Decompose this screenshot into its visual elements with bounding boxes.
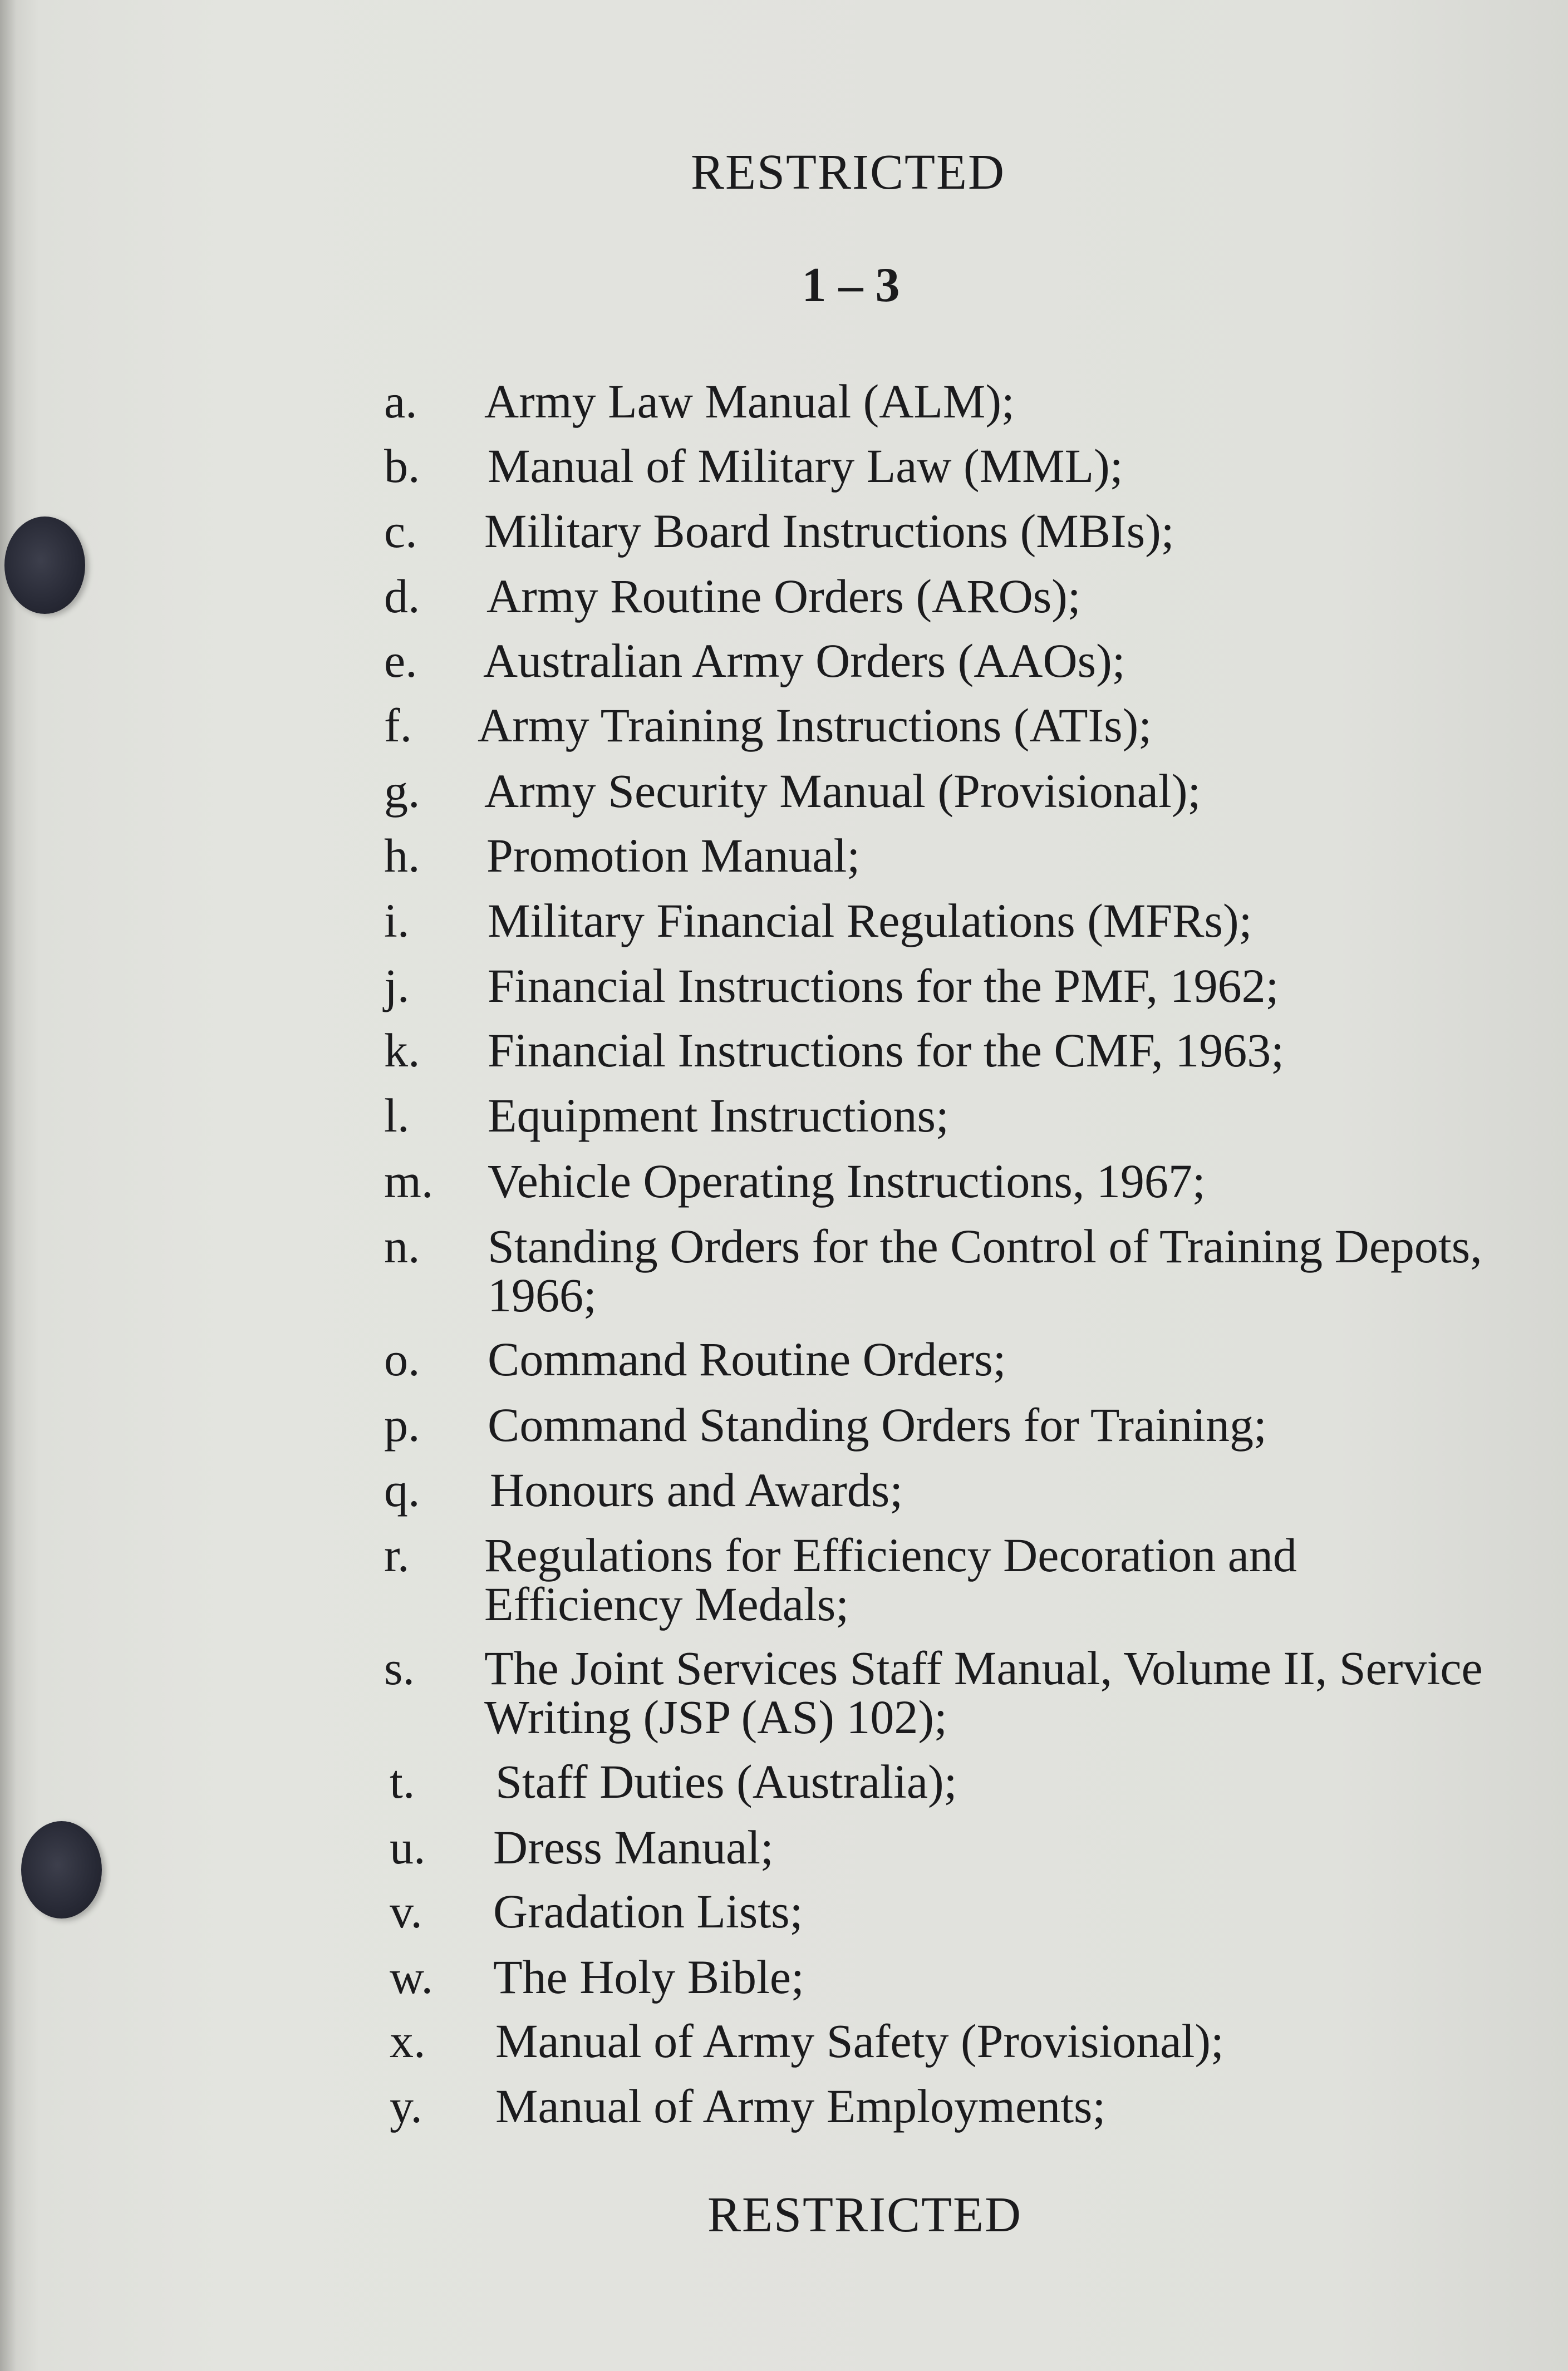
item-text: Army Law Manual (ALM);: [484, 375, 1015, 428]
item-letter: g.: [384, 764, 420, 818]
item-letter: s.: [384, 1641, 415, 1695]
item-letter: x.: [390, 2014, 426, 2068]
item-text: Promotion Manual;: [486, 829, 861, 882]
item-text: Army Routine Orders (AROs);: [486, 569, 1081, 623]
item-letter: v.: [390, 1885, 422, 1938]
item-text: Staff Duties (Australia);: [495, 1755, 957, 1808]
item-text: Regulations for Efficiency Decoration and Efficiency Medals;: [484, 1528, 1297, 1631]
item-letter: i.: [384, 894, 410, 947]
item-letter: e.: [384, 634, 417, 687]
item-letter: u.: [390, 1821, 426, 1874]
punch-hole: [4, 516, 85, 614]
item-letter: t.: [390, 1755, 415, 1808]
classification-footer: RESTRICTED: [707, 2187, 1022, 2242]
item-text: Army Training Instructions (ATIs);: [478, 698, 1152, 752]
item-text: The Holy Bible;: [493, 1950, 804, 2004]
item-letter: r.: [384, 1528, 410, 1582]
item-letter: j.: [384, 959, 410, 1012]
item-letter: c.: [384, 504, 417, 558]
item-text: Military Board Instructions (MBIs);: [484, 504, 1174, 558]
item-letter: y.: [390, 2079, 422, 2133]
item-text: Command Standing Orders for Training;: [488, 1398, 1267, 1452]
item-letter: n.: [384, 1219, 420, 1273]
item-text: Financial Instructions for the PMF, 1962;: [488, 959, 1279, 1012]
item-letter: a.: [384, 375, 417, 428]
item-text: Dress Manual;: [493, 1821, 774, 1874]
item-text: Manual of Army Safety (Provisional);: [495, 2014, 1224, 2068]
item-text: Manual of Army Employments;: [495, 2079, 1106, 2133]
item-letter: k.: [384, 1024, 420, 1077]
item-text: Australian Army Orders (AAOs);: [483, 634, 1125, 687]
item-letter: h.: [384, 829, 420, 882]
item-letter: q.: [384, 1463, 420, 1517]
item-letter: p.: [384, 1398, 420, 1452]
punch-hole: [21, 1821, 102, 1919]
page-binding-edge: [0, 0, 16, 2371]
item-text: Standing Orders for the Control of Training Depots, 1966;: [488, 1219, 1482, 1322]
item-letter: w.: [390, 1950, 434, 2004]
item-letter: o.: [384, 1332, 420, 1386]
classification-header: RESTRICTED: [690, 145, 1005, 200]
page-number: 1 – 3: [802, 258, 900, 312]
item-text: Honours and Awards;: [490, 1463, 903, 1517]
item-letter: l.: [384, 1089, 410, 1142]
item-text: The Joint Services Staff Manual, Volume II, Service Writing (JSP (AS) 102);: [484, 1641, 1483, 1744]
item-text: Financial Instructions for the CMF, 1963;: [488, 1024, 1285, 1077]
item-letter: m.: [384, 1154, 434, 1208]
item-text: Army Security Manual (Provisional);: [484, 764, 1201, 818]
item-text: Gradation Lists;: [493, 1885, 803, 1938]
item-text: Military Financial Regulations (MFRs);: [488, 894, 1252, 947]
item-text: Manual of Military Law (MML);: [488, 439, 1123, 493]
item-text: Command Routine Orders;: [488, 1332, 1006, 1386]
item-text: Vehicle Operating Instructions, 1967;: [488, 1154, 1206, 1208]
item-letter: b.: [384, 439, 420, 493]
item-text: Equipment Instructions;: [488, 1089, 949, 1142]
item-letter: f.: [384, 698, 412, 752]
item-letter: d.: [384, 569, 420, 623]
